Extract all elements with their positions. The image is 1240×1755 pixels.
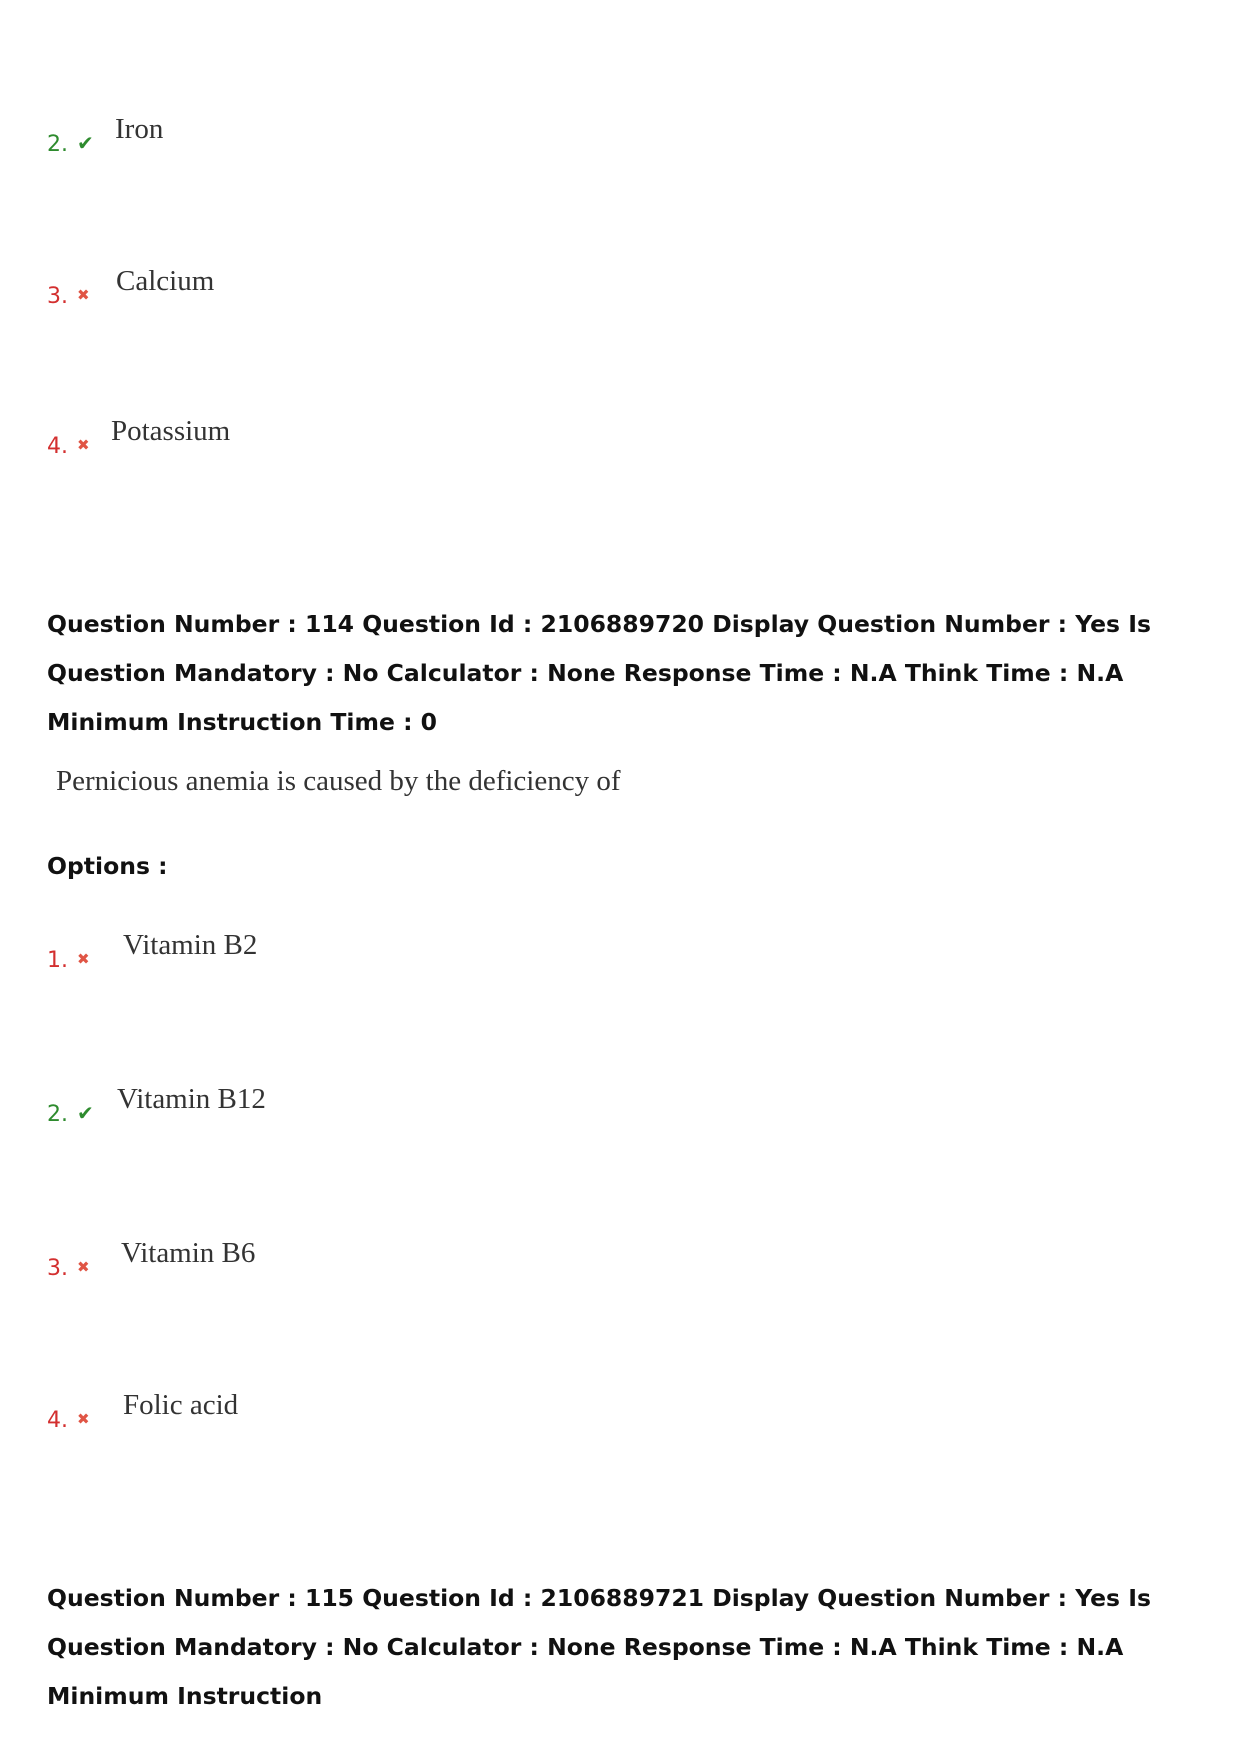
option-text: Iron — [115, 113, 164, 145]
cross-mark-icon: ✖ — [77, 1410, 90, 1428]
cross-mark-icon: ✖ — [77, 436, 90, 454]
option-item — [47, 112, 163, 158]
question-meta: Question Number : 114 Question Id : 2106889720 Display Question Number : Yes Is Question Mandatory : No Calculator : None Response Time : N.A Think Time : N.A Minimum Instruction Time : 0 — [47, 610, 1151, 736]
question-text: Pernicious anemia is caused by the deficiency of — [56, 765, 621, 797]
option-text: Calcium — [116, 265, 215, 297]
check-mark-icon: ✔ — [77, 1101, 94, 1125]
option-number: 3. — [47, 284, 68, 309]
option-number: 3. — [47, 1256, 68, 1281]
question-meta: Question Number : 115 Question Id : 2106889721 Display Question Number : Yes Is Question Mandatory : No Calculator : None Response Time : N.A Think Time : N.A Minimum Instruction — [47, 1584, 1151, 1710]
option-item — [47, 1236, 255, 1282]
check-mark-icon: ✔ — [77, 131, 94, 155]
option-item — [47, 1388, 238, 1434]
option-number: 2. — [47, 1102, 68, 1127]
option-text: Folic acid — [123, 1389, 239, 1421]
cross-mark-icon: ✖ — [77, 950, 90, 968]
option-item — [47, 1082, 266, 1128]
cross-mark-icon: ✖ — [77, 1258, 90, 1276]
option-number: 1. — [47, 948, 68, 973]
options-label: Options : — [47, 852, 168, 880]
option-number: 4. — [47, 1408, 68, 1433]
option-number: 2. — [47, 132, 68, 157]
option-text: Vitamin B12 — [117, 1083, 266, 1115]
option-text: Vitamin B2 — [123, 929, 258, 961]
option-item — [47, 414, 230, 460]
option-number: 4. — [47, 434, 68, 459]
option-text: Vitamin B6 — [121, 1237, 256, 1269]
option-item — [47, 264, 214, 310]
cross-mark-icon: ✖ — [77, 286, 90, 304]
option-item — [47, 928, 257, 974]
option-text: Potassium — [111, 415, 231, 447]
